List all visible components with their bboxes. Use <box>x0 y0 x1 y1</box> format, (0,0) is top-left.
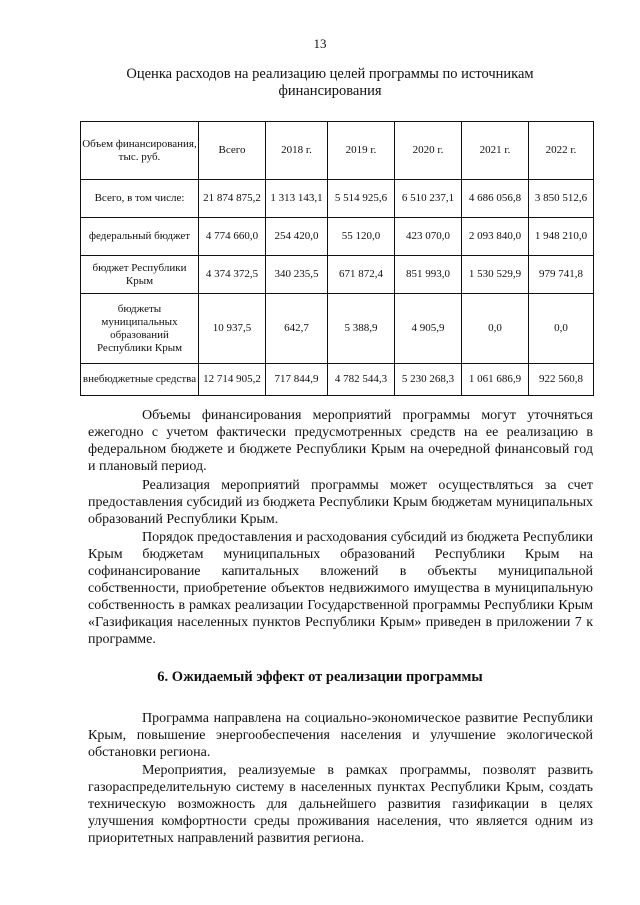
table-cell: 1 313 143,1 <box>266 180 328 218</box>
table-cell: 4 374 372,5 <box>199 256 266 294</box>
table-title: Оценка расходов на реализацию целей программы по источникам финансирования <box>126 66 534 99</box>
table-row <box>81 294 594 364</box>
header-cell: Объем финансирования, тыс. руб. <box>81 122 199 180</box>
row-label: федеральный бюджет <box>81 218 199 256</box>
table-cell: 979 741,8 <box>529 256 594 294</box>
page-number: 13 <box>313 36 327 51</box>
row-label: бюджеты муниципальных образований Республики Крым <box>81 294 199 364</box>
table-cell: 254 420,0 <box>266 218 328 256</box>
table-cell: 3 850 512,6 <box>529 180 594 218</box>
row-label: Всего, в том числе: <box>81 180 199 218</box>
table-cell: 671 872,4 <box>328 256 395 294</box>
table-cell: 340 235,5 <box>266 256 328 294</box>
table-cell: 5 230 268,3 <box>395 364 462 396</box>
table-cell: 0,0 <box>462 294 529 364</box>
table-cell: 21 874 875,2 <box>199 180 266 218</box>
table-cell: 6 510 237,1 <box>395 180 462 218</box>
table-cell: 1 530 529,9 <box>462 256 529 294</box>
paragraph-program-aim: Программа направлена на социально-экономическое развитие Республики Крым, повышение энергообеспечения населения и улучшение экологической обстановки региона. <box>88 711 593 760</box>
table-header-row <box>81 122 594 180</box>
row-label: бюджет Республики Крым <box>81 256 199 294</box>
table-cell: 4 686 056,8 <box>462 180 529 218</box>
table-cell: 2 093 840,0 <box>462 218 529 256</box>
table-cell: 12 714 905,2 <box>199 364 266 396</box>
header-cell: 2021 г. <box>462 122 529 180</box>
table-cell: 5 514 925,6 <box>328 180 395 218</box>
table-cell: 4 782 544,3 <box>328 364 395 396</box>
table-row <box>81 256 594 294</box>
paragraph-measures: Мероприятия, реализуемые в рамках программы, позволят развить газораспределительную систему в населенных пунктах Республики Крым, создать техническую возможность для дальнейшего развития газификации в целях улучшения комфортности среды проживания населения, что является одним из приоритетных направлений развития региона. <box>88 763 593 846</box>
table-cell: 717 844,9 <box>266 364 328 396</box>
header-cell: 2019 г. <box>328 122 395 180</box>
paragraph-financing-adjustment: Объемы финансирования мероприятий программы могут уточняться ежегодно с учетом фактически предусмотренных средств на ее реализацию в федеральном бюджете и бюджете Республики Крым на очередной финансовый год и плановый период. <box>88 408 593 474</box>
header-cell: Всего <box>199 122 266 180</box>
table-cell: 5 388,9 <box>328 294 395 364</box>
table-cell: 0,0 <box>529 294 594 364</box>
table-cell: 4 905,9 <box>395 294 462 364</box>
section-heading: 6. Ожидаемый эффект от реализации программы <box>157 669 483 685</box>
table-cell: 10 937,5 <box>199 294 266 364</box>
table-cell: 851 993,0 <box>395 256 462 294</box>
table-cell: 423 070,0 <box>395 218 462 256</box>
table-cell: 1 061 686,9 <box>462 364 529 396</box>
header-cell: 2018 г. <box>266 122 328 180</box>
financing-table <box>80 121 594 396</box>
header-cell: 2022 г. <box>529 122 594 180</box>
table-row <box>81 180 594 218</box>
paragraph-subsidy-procedure: Порядок предоставления и расходования субсидий из бюджета Республики Крым бюджетам муниципальных образований Республики Крым на софинансирование капитальных вложений в объекты муниципальной собственности, приобретение объектов недвижимого имущества в муниципальную собственность в рамках реализации Государственной программы Республики Крым «Газификация населенных пунктов Республики Крым» приведен в приложении 7 к программе. <box>88 530 593 647</box>
table-cell: 55 120,0 <box>328 218 395 256</box>
paragraph-subsidies: Реализация мероприятий программы может осуществляться за счет предоставления субсидий из бюджета Республики Крым бюджетам муниципальных образований Республики Крым. <box>88 478 593 527</box>
table-cell: 922 560,8 <box>529 364 594 396</box>
header-cell: 2020 г. <box>395 122 462 180</box>
row-label: внебюджетные средства <box>81 364 199 396</box>
table-row <box>81 364 594 396</box>
table-cell: 4 774 660,0 <box>199 218 266 256</box>
table-cell: 1 948 210,0 <box>529 218 594 256</box>
table-row <box>81 218 594 256</box>
table-cell: 642,7 <box>266 294 328 364</box>
